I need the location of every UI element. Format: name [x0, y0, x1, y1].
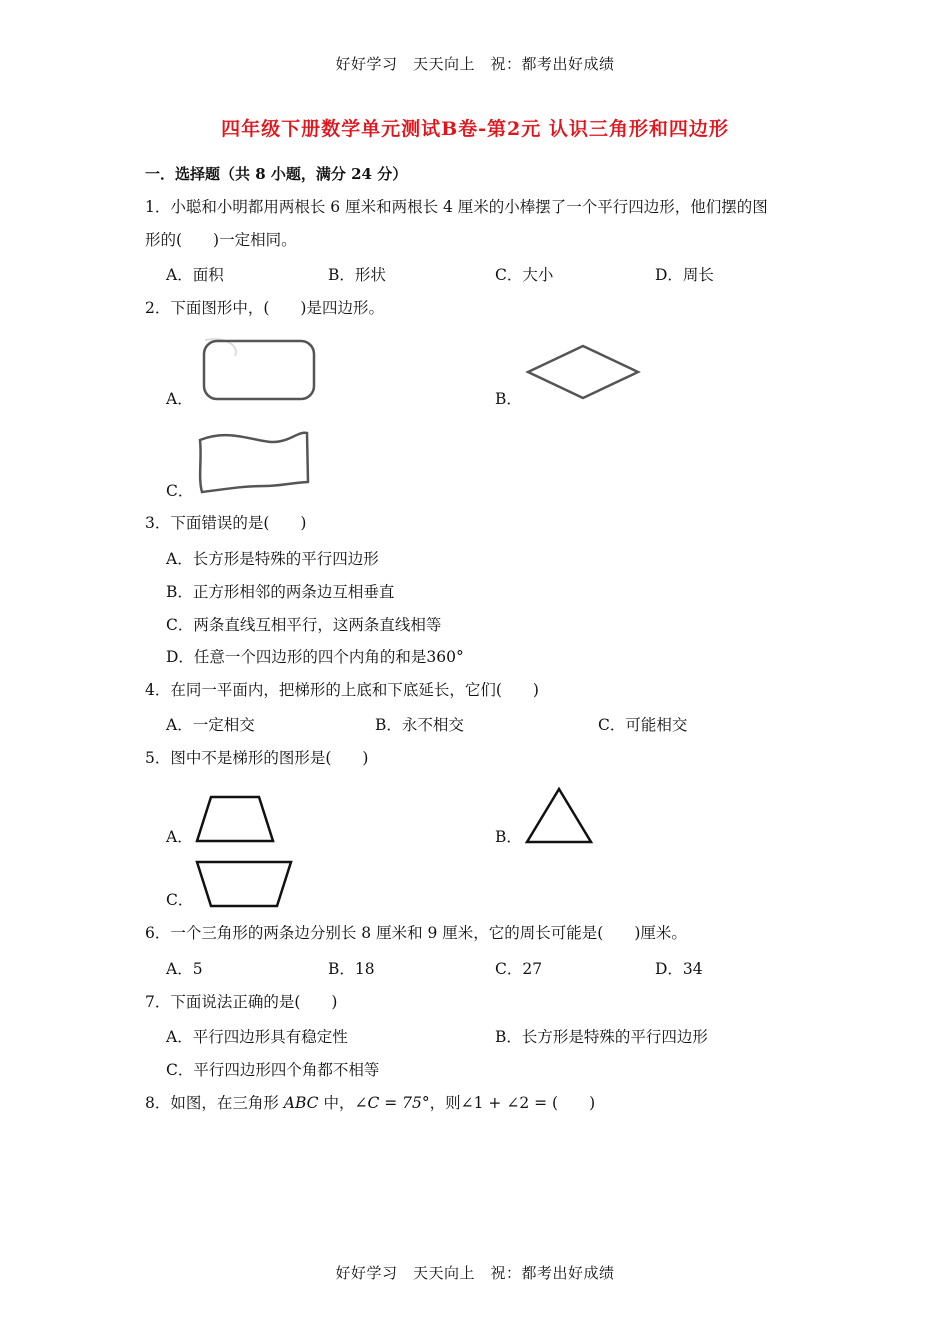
q5-shape-triangle [524, 786, 594, 846]
q2-shape-rhombus [525, 343, 643, 403]
q2-option-a[interactable]: A． [166, 390, 193, 408]
q6-option-c[interactable]: C．27 [495, 960, 543, 978]
q6-option-b[interactable]: B．18 [328, 960, 375, 978]
q4-option-b[interactable]: B．永不相交 [375, 716, 464, 734]
q2-shape-rounded-rect [195, 336, 320, 404]
q5-shape-inverted-trapezoid [195, 860, 295, 910]
q7-option-b[interactable]: B．长方形是特殊的平行四边形 [495, 1028, 708, 1046]
q5-stem: 5．图中不是梯形的图形是( ) [145, 749, 369, 767]
q5-option-a[interactable]: A． [166, 828, 193, 846]
q1-option-a[interactable]: A．面积 [166, 266, 224, 284]
q8-triangle-name: ABC [283, 1094, 319, 1112]
q5-option-c[interactable]: C． [166, 891, 194, 909]
q8-answer-blank: ( ) [552, 1094, 596, 1112]
q1-stem-line1: 1．小聪和小明都用两根长 6 厘米和两根长 4 厘米的小棒摆了一个平行四边形，他们摆的图 [145, 198, 768, 216]
q8-stem-mid: 中， [318, 1094, 355, 1112]
q8-angle-sum: ∠1 + ∠2 = [460, 1094, 553, 1112]
q1-option-d[interactable]: D．周长 [655, 266, 714, 284]
q1-stem-line2: 形的( )一定相同。 [145, 231, 297, 249]
q5-option-b[interactable]: B． [495, 828, 522, 846]
section-heading: 一．选择题（共 8 小题，满分 24 分） [145, 165, 408, 183]
q7-stem: 7．下面说法正确的是( ) [145, 993, 338, 1011]
q4-stem: 4．在同一平面内，把梯形的上底和下底延长，它们( ) [145, 681, 539, 699]
q4-option-c[interactable]: C．可能相交 [598, 716, 688, 734]
q8-stem-prefix: 8．如图，在三角形 [145, 1094, 284, 1112]
q2-shape-wavy-quad [195, 428, 315, 496]
q3-option-d[interactable]: D．任意一个四边形的四个内角的和是360° [166, 648, 464, 666]
q8-stem [145, 1096, 595, 1112]
q3-option-b[interactable]: B．正方形相邻的两条边互相垂直 [166, 583, 395, 601]
q6-stem: 6．一个三角形的两条边分别长 8 厘米和 9 厘米，它的周长可能是( )厘米。 [145, 924, 687, 942]
q7-option-a[interactable]: A．平行四边形具有稳定性 [166, 1028, 348, 1046]
page-header: 好好学习 天天向上 祝：都考出好成绩 [335, 55, 615, 73]
q2-stem: 2．下面图形中，( )是四边形。 [145, 299, 384, 317]
page-footer: 好好学习 天天向上 祝：都考出好成绩 [335, 1264, 615, 1282]
q6-option-d[interactable]: D．34 [655, 960, 703, 978]
q2-option-c[interactable]: C． [166, 482, 194, 500]
q2-option-b[interactable]: B． [495, 390, 522, 408]
q4-option-a[interactable]: A．一定相交 [166, 716, 255, 734]
q8-stem-mid2: ，则 [429, 1094, 461, 1112]
q7-option-c[interactable]: C．平行四边形四个角都不相等 [166, 1061, 380, 1079]
q5-shape-trapezoid [195, 795, 277, 845]
page-title: 四年级下册数学单元测试B卷-第2元 认识三角形和四边形 [221, 118, 729, 140]
q3-stem: 3．下面错误的是( ) [145, 514, 307, 532]
q6-option-a[interactable]: A．5 [166, 960, 203, 978]
q1-option-b[interactable]: B．形状 [328, 266, 386, 284]
q3-option-a[interactable]: A．长方形是特殊的平行四边形 [166, 550, 379, 568]
q8-angle-c: ∠C = 75° [354, 1094, 430, 1112]
q1-option-c[interactable]: C．大小 [495, 266, 554, 284]
q3-option-c[interactable]: C．两条直线互相平行，这两条直线相等 [166, 616, 442, 634]
